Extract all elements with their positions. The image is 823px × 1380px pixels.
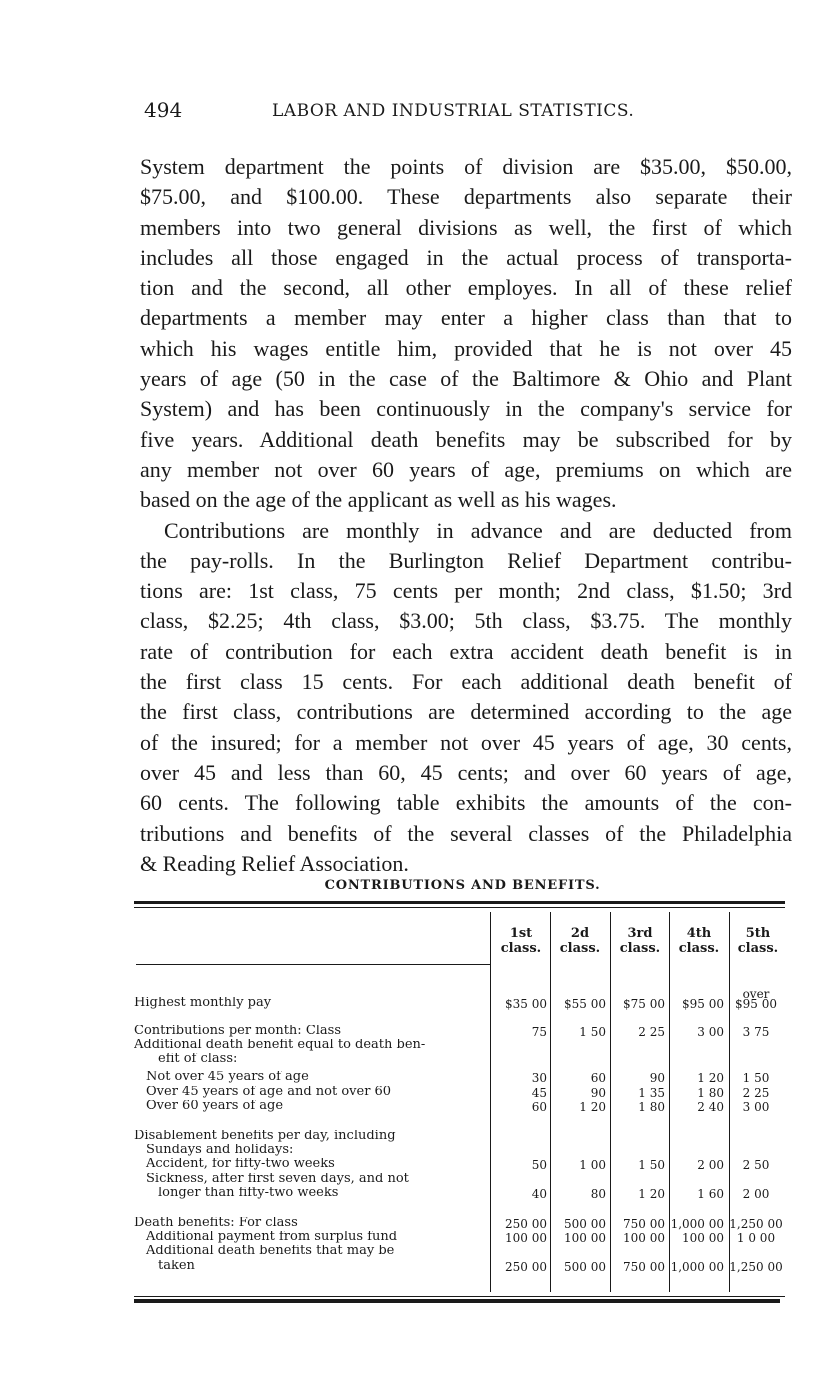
table-cell: 2 00 — [742, 1187, 770, 1201]
table-cell: $75 00 — [623, 997, 665, 1011]
table-cell: 60 — [590, 1071, 606, 1085]
table-cell: 1 50 — [579, 1025, 606, 1039]
table-cell: 40 — [531, 1187, 547, 1201]
column-header-line1: 5th — [745, 926, 771, 941]
table-cell: over — [742, 987, 770, 1001]
row-label — [134, 1100, 488, 1112]
text-line: Contributions are monthly in advance and are deducted from — [164, 517, 792, 543]
running-title: LABOR AND INDUSTRIAL STATISTICS. — [272, 101, 635, 121]
column-header-line1: 2d — [570, 926, 590, 941]
row-label — [134, 1260, 488, 1272]
table-cell: 2 25 — [742, 1086, 770, 1100]
text-line: $75.00, and $100.00. These departments also separate their — [140, 184, 792, 210]
body-text — [140, 152, 792, 879]
column-header-line2: class. — [678, 941, 720, 956]
column-header — [551, 926, 609, 956]
text-line: tion and the second, all other employes. In all of these relief — [140, 275, 792, 301]
table-cell: 100 00 — [564, 1231, 606, 1245]
row-label — [134, 1144, 488, 1156]
column-header — [670, 926, 728, 956]
text-line: over 45 and less than 60, 45 cents; and over 60 years of age, — [140, 759, 792, 785]
table-cell: 75 — [531, 1025, 547, 1039]
text-line: the pay-rolls. In the Burlington Relief Department contribu- — [140, 547, 792, 573]
table-cell: 750 00 — [623, 1260, 665, 1274]
table-cell: 1 20 — [638, 1187, 665, 1201]
table-cell: 3 75 — [742, 1025, 770, 1039]
text-line: includes all those engaged in the actual process of transporta- — [140, 244, 792, 270]
row-label-text: Additional payment from surplus fund — [146, 1231, 398, 1243]
table-cell: 250 00 — [505, 1217, 547, 1231]
column-header-line1: 3rd — [627, 926, 653, 941]
row-label-text: taken — [158, 1260, 195, 1272]
table-cell: 1 60 — [697, 1187, 724, 1201]
table-cell: 1,250 00 — [729, 1260, 783, 1274]
table-cell: 90 — [590, 1086, 606, 1100]
table-cell: 60 — [531, 1100, 547, 1114]
table-cell: 1,000 00 — [670, 1260, 724, 1274]
table-cell: 250 00 — [505, 1260, 547, 1274]
table-cell: 30 — [531, 1071, 547, 1085]
row-label — [134, 1086, 488, 1098]
table-bottom-rule — [134, 1299, 780, 1303]
row-label — [134, 1231, 488, 1243]
text-line: System) and has been continuously in the company's service for — [140, 396, 792, 422]
column-divider — [490, 912, 491, 1292]
row-label — [134, 1158, 488, 1170]
table-title: CONTRIBUTIONS AND BENEFITS. — [324, 878, 601, 893]
table-cell: 1 80 — [638, 1100, 665, 1114]
table-cell: 2 50 — [742, 1158, 770, 1172]
table-cell: 100 00 — [505, 1231, 547, 1245]
row-label-text: efit of class: — [158, 1053, 238, 1065]
row-label-text: Additional death benefit equal to death ben- — [134, 1039, 426, 1051]
row-label-text: longer than fifty-two weeks — [158, 1187, 339, 1199]
row-label-text: Sundays and holidays: — [146, 1144, 294, 1156]
table-cell: 2 25 — [638, 1025, 665, 1039]
text-line: the first class, contributions are determined according to the age — [140, 699, 792, 725]
text-line: any member not over 60 years of age, premiums on which are — [140, 456, 792, 482]
column-header-line2: class. — [500, 941, 542, 956]
table-bottom-rule-thin — [134, 1296, 785, 1297]
text-line: tributions and benefits of the several classes of the Philadelphia — [140, 820, 792, 846]
text-line: the first class 15 cents. For each additional death benefit of — [140, 669, 792, 695]
row-label — [134, 997, 488, 1009]
row-label-text: Not over 45 years of age — [146, 1071, 309, 1083]
text-line: departments a member may enter a higher class than that to — [140, 305, 792, 331]
table-cell: 45 — [531, 1086, 547, 1100]
row-label-text: Disablement benefits per day, including — [134, 1130, 396, 1142]
row-label-text: Additional death benefits that may be — [146, 1245, 395, 1257]
table-cell: 1 20 — [697, 1071, 724, 1085]
text-line: rate of contribution for each extra accident death benefit is in — [140, 638, 792, 664]
table-cell: 100 00 — [682, 1231, 724, 1245]
table-cell: 1,250 00 — [729, 1217, 783, 1231]
table-cell: 1 35 — [638, 1086, 665, 1100]
column-header — [729, 926, 787, 956]
text-line: members into two general divisions as well, the first of which — [140, 214, 792, 240]
column-header-line2: class. — [559, 941, 601, 956]
text-line: & Reading Relief Association. — [140, 850, 409, 876]
text-line: of the insured; for a member not over 45 years of age, 30 cents, — [140, 729, 792, 755]
table-cell: 2 00 — [697, 1158, 724, 1172]
table-cell: 1 0 00 — [736, 1231, 776, 1245]
table-cell: $95 00 — [682, 997, 724, 1011]
row-label — [134, 1039, 488, 1051]
table-cell: $35 00 — [505, 997, 547, 1011]
row-label — [134, 1071, 488, 1083]
column-header — [492, 926, 550, 956]
table-top-rule — [134, 901, 785, 904]
text-line: five years. Additional death benefits may be subscribed for by — [140, 426, 792, 452]
column-header-line2: class. — [737, 941, 779, 956]
table-cell: $95 00 — [735, 997, 777, 1011]
column-header-line1: 4th — [686, 926, 712, 941]
row-label — [134, 1025, 488, 1037]
text-line: class, $2.25; 4th class, $3.00; 5th class, $3.75. The monthly — [140, 608, 792, 634]
row-label-text: Highest monthly pay — [134, 997, 272, 1009]
column-header-line1: 1st — [509, 926, 533, 941]
table-cell: 1,000 00 — [670, 1217, 724, 1231]
row-label-text: Sickness, after first seven days, and not — [146, 1173, 409, 1185]
page-header — [144, 98, 794, 130]
column-header — [611, 926, 669, 956]
table-cell: 1 50 — [742, 1071, 770, 1085]
row-label-text: Over 60 years of age — [146, 1100, 284, 1112]
text-line: based on the age of the applicant as well as his wages. — [140, 487, 617, 513]
row-label-text: Accident, for fifty-two weeks — [146, 1158, 335, 1170]
table-cell: 500 00 — [564, 1260, 606, 1274]
text-line: years of age (50 in the case of the Baltimore & Ohio and Plant — [140, 366, 792, 392]
row-label-text: Death benefits: For class — [134, 1217, 298, 1229]
row-label — [134, 1245, 488, 1257]
table-cell: 100 00 — [623, 1231, 665, 1245]
table-cell: 2 40 — [697, 1100, 724, 1114]
table-cell: 50 — [531, 1158, 547, 1172]
column-header-line2: class. — [619, 941, 661, 956]
table-cell: 80 — [590, 1187, 606, 1201]
table-cell: 3 00 — [697, 1025, 724, 1039]
row-label — [134, 1130, 488, 1142]
table-cell: 750 00 — [623, 1217, 665, 1231]
table-cell: 1 50 — [638, 1158, 665, 1172]
table-cell: 90 — [649, 1071, 665, 1085]
row-label — [134, 1173, 488, 1185]
row-label-text: Over 45 years of age and not over 60 — [146, 1086, 392, 1098]
row-label — [134, 1217, 488, 1229]
row-label-text: Contributions per month: Class — [134, 1025, 342, 1037]
text-line: which his wages entitle him, provided that he is not over 45 — [140, 335, 792, 361]
page-number: 494 — [144, 98, 183, 122]
table-cell: 1 20 — [579, 1100, 606, 1114]
table-top-rule-thin — [134, 907, 785, 908]
row-label — [134, 1187, 488, 1199]
table-cell: 3 00 — [742, 1100, 770, 1114]
text-line: tions are: 1st class, 75 cents per month; 2nd class, $1.50; 3rd — [140, 578, 792, 604]
text-line: 60 cents. The following table exhibits the amounts of the con- — [140, 790, 792, 816]
text-line: System department the points of division are $35.00, $50.00, — [140, 154, 792, 179]
row-label — [134, 1053, 488, 1065]
table-cell: 1 80 — [697, 1086, 724, 1100]
table-cell: $55 00 — [564, 997, 606, 1011]
stub-header-rule — [136, 964, 490, 965]
table-cell: 1 00 — [579, 1158, 606, 1172]
table-cell: 500 00 — [564, 1217, 606, 1231]
